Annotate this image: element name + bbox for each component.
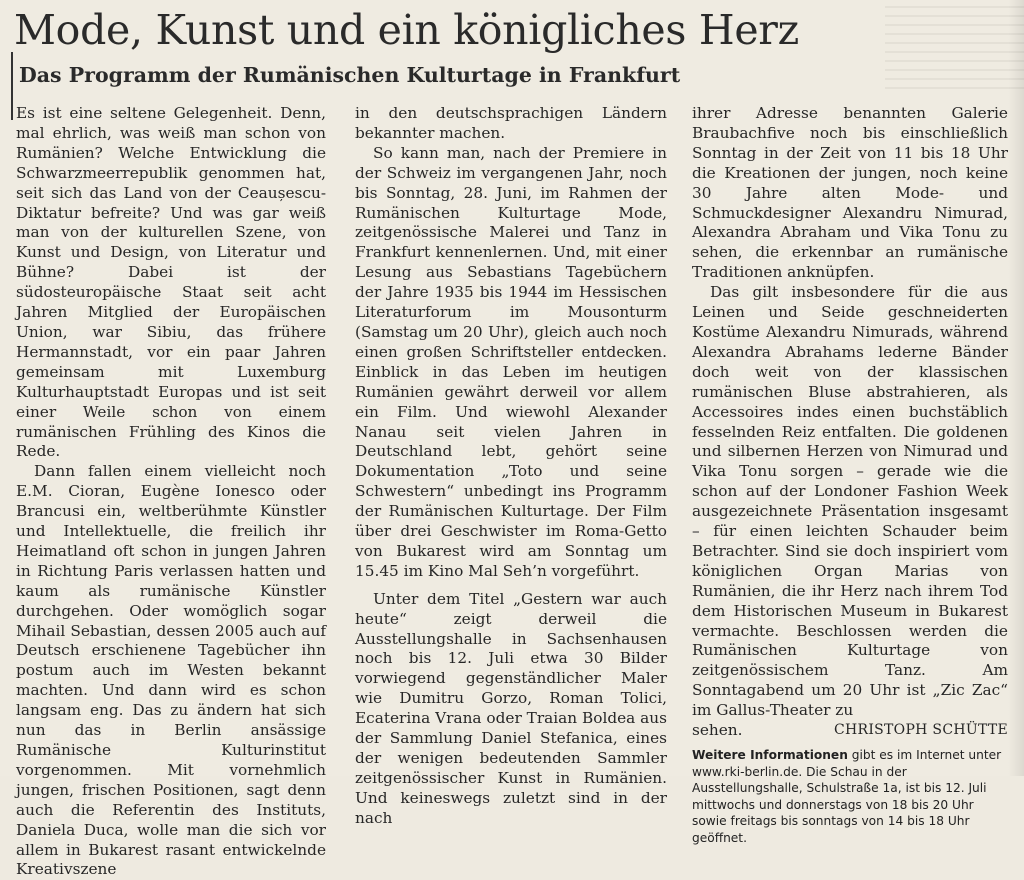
signature-line <box>692 721 1008 741</box>
info-box <box>692 747 1008 847</box>
paragraph: Es ist eine seltene Gelegenheit. Denn, mal ehrlich, was weiß man schon von Rumänien? Welche Entwicklung die Schwarzmeerrepublik genommen hat, seit sich das Land von der Ceaușescu-Diktatur befreite? Und was gar weiß man von der kulturellen Szene, von Kunst und Design, von Literatur und Bühne? Dabei ist der südosteuropäische Staat seit acht Jahren Mitglied der Europäischen Union, war Sibiu, das frühere Hermannstadt, vor ein paar Jahren gemeinsam mit Luxemburg Kulturhauptstadt Europas und ist seit einer Weile schon von einem rumänischen Frühling des Kinos die Rede. <box>16 104 326 461</box>
article-column-1 <box>16 104 326 880</box>
page-edge-shadow <box>1008 0 1024 776</box>
paragraph: Das gilt insbesondere für die aus Leinen und Seide geschneiderten Kostüme Alexandru Nimurads, während Alexandra Abrahams lederne Bänder doch weit von der klassischen rumänischen Bluse abstrahieren, als Accessoires indes einen buchstäblich fesselnden Reiz entfalten. Die goldenen und silbernen Herzen von Nimurad und Vika Tonu sorgen – gerade wie die schon auf der Londoner Fashion Week ausgezeichnete Präsentation insgesamt – für einen leichten Schauder beim Betrachter. Sind sie doch inspiriert vom königlichen Organ Marias von Rumänien, die ihr Herz nach ihrem Tod dem Historischen Museum in Bukarest vermachte. Beschlossen werden die Rumänischen Kulturtage von zeitgenössischem Tanz. Am Sonntagabend um 20 Uhr ist „Zic Zac“ im Gallus-Theater zu <box>692 283 1008 720</box>
paragraph: ihrer Adresse benannten Galerie Braubachfive noch bis einschließlich Sonntag in der Zeit von 11 bis 18 Uhr die Kreationen der jungen, noch keine 30 Jahre alten Mode- und Schmuckdesigner Alexandru Nimurad, Alexandra Abraham und Vika Tonu zu sehen, die erkennbar an rumänische Traditionen anknüpfen. <box>692 104 1008 282</box>
author-byline: CHRISTOPH SCHÜTTE <box>833 722 1008 739</box>
article-column-3 <box>692 104 1008 847</box>
margin-rule <box>11 52 13 120</box>
paragraph-gap <box>355 582 667 590</box>
subheadline: Das Programm der Rumänischen Kulturtage in Frankfurt <box>19 63 681 87</box>
bleed-through-text <box>885 6 1024 96</box>
closing-word: sehen. <box>692 721 743 740</box>
info-label: Weitere Informationen <box>692 748 848 762</box>
headline: Mode, Kunst und ein königliches Herz <box>14 6 799 54</box>
paragraph: So kann man, nach der Premiere in der Schweiz im vergangenen Jahr, noch bis Sonntag, 28. Juni, im Rahmen der Rumänischen Kulturtage Mode, zeitgenössische Malerei und Tanz in Frankfurt kennenlernen. Und, mit einer Lesung aus Sebastians Tagebüchern der Jahre 1935 bis 1944 im Hessischen Literaturforum im Mousonturm (Samstag um 20 Uhr), gleich auch noch einen großen Schriftsteller entdecken. Einblick in das Leben im heutigen Rumänien gewährt derweil vor allem ein Film. Und wiewohl Alexander Nanau seit vielen Jahren in Deutschland lebt, gehört seine Dokumentation „Toto und seine Schwestern“ unbedingt ins Programm der Rumänischen Kulturtage. Der Film über drei Geschwister im Roma-Getto von Bukarest wird am Sonntag um 15.45 im Kino Mal Seh’n vorgeführt. <box>355 143 667 580</box>
info-text: gibt es im Internet unter www.rki-berlin.de. Die Schau in der Ausstellungshalle, Schulstraße 1a, ist bis 12. Juli mittwochs und donnerstags von 18 bis 20 Uhr sowie freitags bis sonntags von 14 bis 18 Uhr geöffnet. <box>692 748 1002 845</box>
paragraph: Dann fallen einem vielleicht noch E.M. Cioran, Eugène Ionesco oder Brancusi ein, weltberühmte Künstler und Intellektuelle, die freilich ihr Heimatland oft schon in jungen Jahren in Richtung Paris verlassen hatten und kaum als rumänische Künstler durchgehen. Oder womöglich sogar Mihail Sebastian, dessen 2005 auch auf Deutsch erschienene Tagebücher ihn postum auch im Westen bekannt machten. Und dann wird es schon langsam eng. Das zu ändern hat sich nun das in Berlin ansässige Rumänische Kulturinstitut vorgenommen. Mit vornehmlich jungen, frischen Positionen, sagt denn auch die Referentin des Instituts, Daniela Duca, wolle man die sich vor allem in Bukarest rasant entwickelnde Kreativszene <box>16 462 326 879</box>
paragraph: Unter dem Titel „Gestern war auch heute“ zeigt derweil die Ausstellungshalle in Sachsenhausen noch bis 12. Juli etwa 30 Bilder vorwiegend gegenständlicher Maler wie Dumitru Gorzo, Roman Tolici, Ecaterina Vrana oder Traian Boldea aus der Sammlung Daniel Stefanica, eines der wenigen bedeutenden Sammler zeitgenössischer Kunst in Rumänien. Und keineswegs zuletzt sind in der nach <box>355 589 667 827</box>
paragraph: in den deutschsprachigen Ländern bekannter machen. <box>355 104 667 142</box>
article-column-2 <box>355 104 667 829</box>
